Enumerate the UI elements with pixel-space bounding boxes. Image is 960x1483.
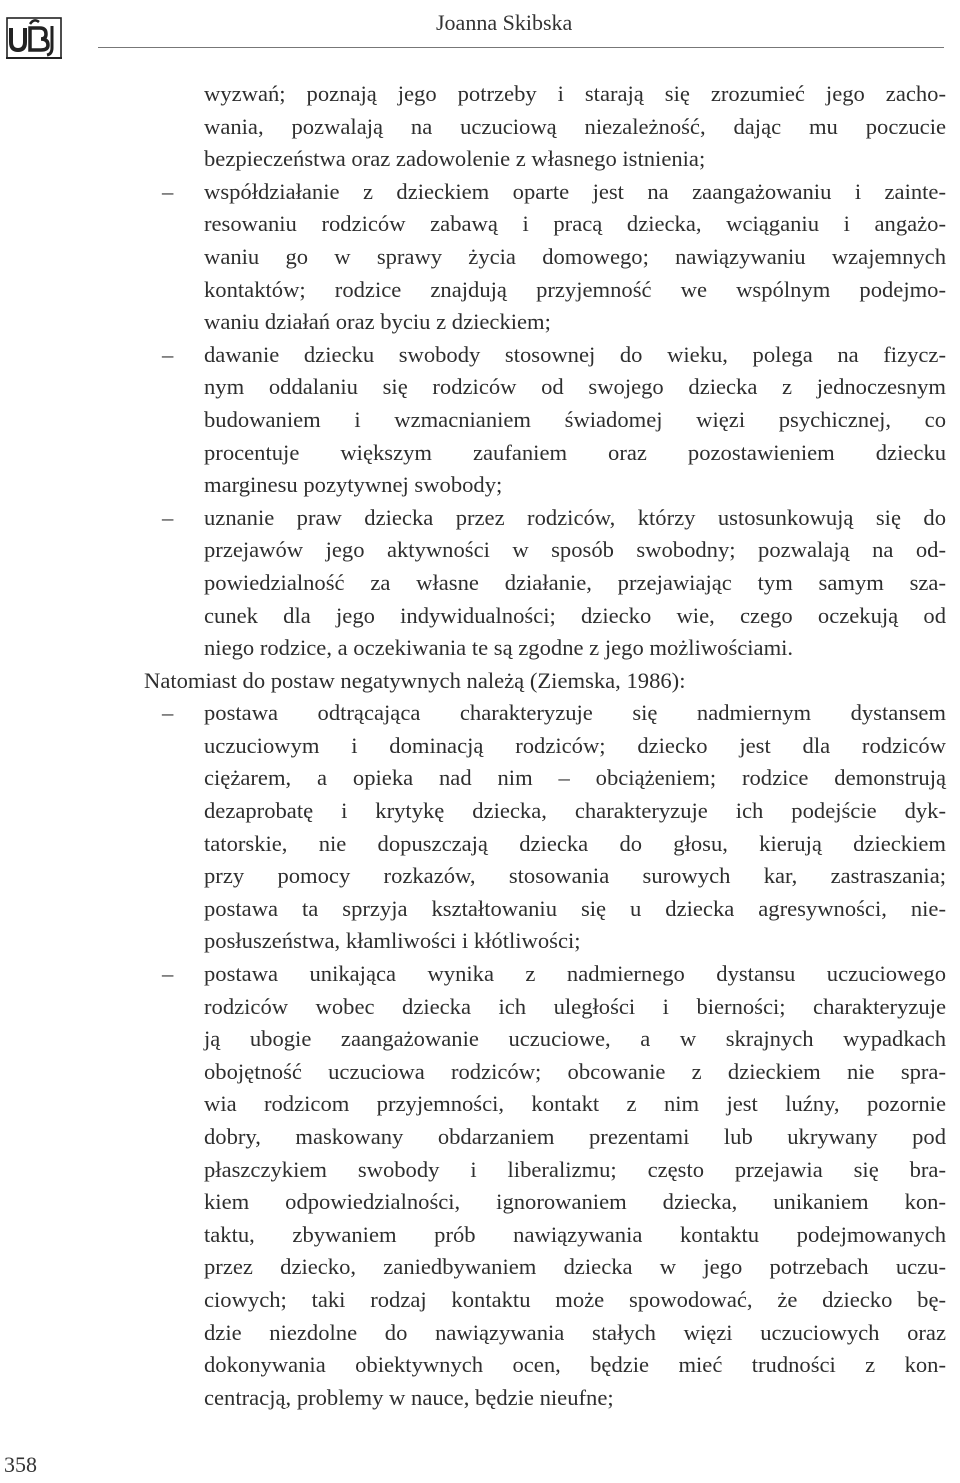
line-text: postawa unikająca wynika z nadmiernego dystansu uczuciowego (204, 961, 946, 987)
text-line (136, 925, 946, 958)
text-line (136, 1251, 946, 1284)
text-line (136, 1023, 946, 1056)
header-divider (98, 47, 944, 48)
line-text: dezaprobatę i krytykę dziecka, charakteryzuje ich podejście dyk- (204, 798, 946, 824)
line-text: ciowych; taki rodzaj kontaktu może spowodować, że dziecko bę- (204, 1286, 946, 1312)
line-text: waniu działań oraz byciu z dzieckiem; (204, 309, 551, 335)
publisher-logo (6, 14, 62, 60)
text-line (136, 795, 946, 828)
line-text: cunek dla jego indywidualności; dziecko wie, czego oczekują od (204, 602, 946, 628)
line-text: resowaniu rodziców zabawą i pracą dziecka, wciąganiu i angażo- (204, 211, 946, 237)
page-number: 358 (4, 1452, 37, 1477)
text-line (136, 208, 946, 241)
text-line (136, 78, 946, 111)
text-line (136, 241, 946, 274)
list-dash: – (162, 178, 174, 204)
text-line (136, 860, 946, 893)
text-line (136, 632, 946, 665)
line-text: Natomiast do postaw negatywnych należą (Ziemska, 1986): (144, 667, 686, 693)
line-text: kiem odpowiedzialności, ignorowaniem dziecka, unikaniem kon- (204, 1189, 946, 1215)
list-item-first-line (136, 339, 946, 372)
text-line (136, 1317, 946, 1350)
text-line (136, 111, 946, 144)
line-text: taktu, zbywaniem prób nawiązywania kontaktu podejmowanych (204, 1221, 946, 1247)
line-text: ciężarem, a opieka nad nim – obciążeniem; rodzice demonstrują (204, 765, 946, 791)
line-text: ją ubogie zaangażowanie uczuciowe, a w skrajnych wypadkach (204, 1026, 946, 1052)
text-line (136, 404, 946, 437)
line-text: marginesu pozytywnej swobody; (204, 472, 503, 498)
list-item-first-line (136, 697, 946, 730)
text-line (136, 437, 946, 470)
line-text: płaszczykiem swobody i liberalizmu; często przejawia się bra- (204, 1156, 946, 1182)
list-dash: – (162, 961, 174, 987)
running-header-author: Joanna Skibska (436, 10, 573, 35)
text-line (136, 1382, 946, 1415)
text-line (136, 1154, 946, 1187)
text-line (136, 1219, 946, 1252)
text-line (136, 762, 946, 795)
line-text: postawa ta sprzyja kształtowaniu się u dziecka agresywności, nie- (204, 895, 946, 921)
line-text: waniu go w sprawy życia domowego; nawiązywaniu wzajemnych (204, 243, 946, 269)
text-line (136, 893, 946, 926)
line-text: dzie niezdolne do nawiązywania stałych więzi uczuciowych oraz (204, 1319, 946, 1345)
text-line (136, 306, 946, 339)
list-item-first-line (136, 176, 946, 209)
line-text: nym oddalaniu się rodziców od swojego dziecka z jednoczesnym (204, 374, 946, 400)
line-text: uznanie praw dziecka przez rodziców, którzy ustosunkowują się do (204, 504, 946, 530)
text-line (136, 730, 946, 763)
line-text: budowaniem i wzmacnianiem świadomej więzi psychicznej, co (204, 406, 946, 432)
publisher-logo-icon (6, 14, 62, 60)
text-line (136, 469, 946, 502)
line-text: obojętność uczuciowa rodziców; obcowanie z dzieckiem nie spra- (204, 1058, 946, 1084)
text-line (136, 1349, 946, 1382)
line-text: wia rodzicom przyjemności, kontakt z nim jest luźny, pozornie (204, 1091, 946, 1117)
text-line (136, 1121, 946, 1154)
text-line (136, 371, 946, 404)
text-line (136, 1056, 946, 1089)
line-text: tatorskie, nie dopuszczają dziecka do głosu, kierują dzieckiem (204, 830, 946, 856)
text-line (136, 534, 946, 567)
line-text: rodziców wobec dziecka ich uległości i bierności; charakteryzuje (204, 993, 946, 1019)
text-line (136, 143, 946, 176)
text-line (136, 828, 946, 861)
line-text: postawa odtrącająca charakteryzuje się nadmiernym dystansem (204, 700, 946, 726)
text-line (136, 567, 946, 600)
line-text: wania, pozwalają na uczuciową niezależność, dając mu poczucie (204, 113, 946, 139)
list-item-first-line (136, 502, 946, 535)
text-line (136, 600, 946, 633)
text-line (136, 1088, 946, 1121)
text-line (136, 274, 946, 307)
text-line (136, 665, 946, 698)
line-text: wyzwań; poznają jego potrzeby i starają się zrozumieć jego zacho- (204, 81, 946, 106)
line-text: centracją, problemy w nauce, będzie nieufne; (204, 1384, 614, 1410)
line-text: dawanie dziecku swobody stosownej do wieku, polega na fizycz- (204, 341, 946, 367)
line-text: powiedzialność za własne działanie, przejawiając tym samym sza- (204, 569, 946, 595)
line-text: procentuje większym zaufaniem oraz pozostawieniem dziecku (204, 439, 946, 465)
line-text: przejawów jego aktywności w sposób swobodny; pozwalają na od- (204, 537, 946, 563)
line-text: współdziałanie z dzieckiem oparte jest na zaangażowaniu i zainte- (204, 178, 946, 204)
text-line (136, 1186, 946, 1219)
list-item-first-line (136, 958, 946, 991)
line-text: dokonywania obiektywnych ocen, będzie mieć trudności z kon- (204, 1352, 946, 1378)
line-text: przez dziecko, zaniedbywaniem dziecka w jego potrzebach uczu- (204, 1254, 946, 1280)
list-dash: – (162, 700, 174, 726)
line-text: uczuciowym i dominacją rodziców; dziecko jest dla rodziców (204, 732, 946, 758)
line-text: dobry, maskowany obdarzaniem prezentami lub ukrywany pod (204, 1124, 946, 1149)
list-dash: – (162, 341, 174, 367)
text-line (136, 991, 946, 1024)
line-text: posłuszeństwa, kłamliwości i kłótliwości; (204, 928, 581, 954)
list-dash: – (162, 504, 174, 530)
line-text: kontaktów; rodzice znajdują przyjemność we wspólnym podejmo- (204, 276, 946, 302)
body-text (136, 78, 946, 1414)
text-line (136, 1284, 946, 1317)
line-text: niego rodzice, a oczekiwania te są zgodne z jego możliwościami. (204, 635, 794, 661)
line-text: bezpieczeństwa oraz zadowolenie z własnego istnienia; (204, 146, 706, 172)
line-text: przy pomocy rozkazów, stosowania surowych kar, zastraszania; (204, 863, 946, 889)
